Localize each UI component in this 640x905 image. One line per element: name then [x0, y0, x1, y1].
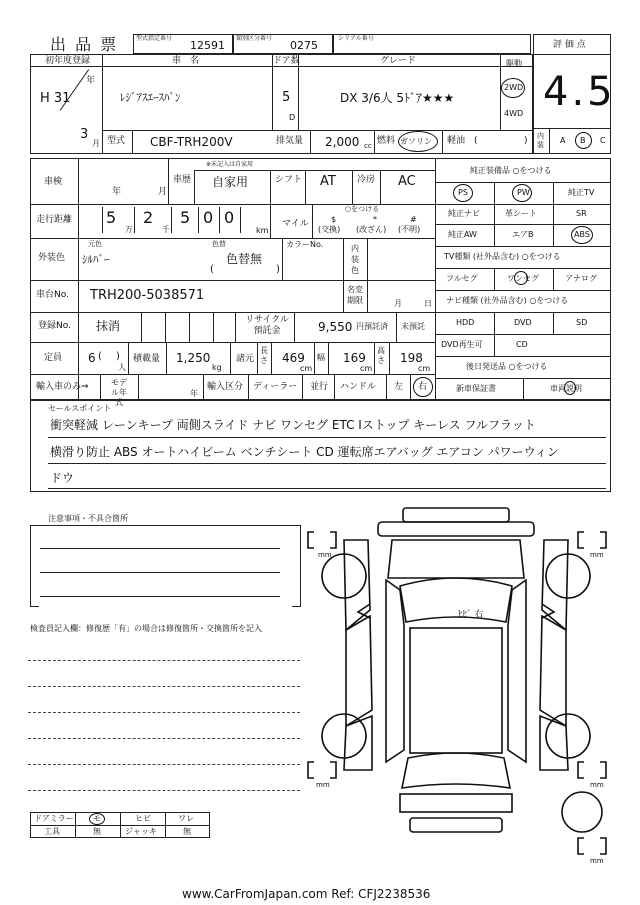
tire-fr-mm: mm — [590, 551, 604, 559]
footer-ref: www.CarFromJapan.com Ref: CFJ2238536 — [182, 887, 431, 901]
mileage-d5: 0 — [224, 208, 235, 227]
change-paren-close: ) — [276, 264, 280, 275]
capacity-unit: 人 — [118, 363, 126, 372]
handle-right: 右 — [418, 382, 428, 392]
import-dealer: ディーラー — [253, 382, 298, 392]
tv-oneseg-circle — [514, 271, 528, 285]
spare-mm: mm — [590, 857, 604, 865]
rear-manual: 車両説明 — [550, 384, 582, 393]
length-label: 長さ — [260, 346, 268, 365]
registration-value: 抹消 — [96, 319, 121, 333]
tire-rr-mm: mm — [590, 781, 604, 789]
fuel-value: ガソリン — [400, 137, 432, 146]
load-label: 積載量 — [133, 354, 161, 364]
chassis-value: TRH200-5038571 — [90, 288, 205, 303]
sales-line1: 衝突軽減 レーンキープ 両側スライド ナビ ワンセグ ETC Iストップ キーレス フルフラット — [50, 418, 536, 432]
equip-aw: 純正AW — [448, 230, 477, 239]
sales-line2: 横滑り防止 ABS オートハイビーム ベンチシート CD 運転席エアバッグ エアコン パワーウィン — [50, 445, 559, 459]
tv-oneseg: ワンセグ — [507, 274, 539, 283]
navi-dvd-player: DVD再生可 — [441, 340, 483, 349]
handle-left: 左 — [394, 382, 404, 392]
navi-cd: CD — [516, 340, 528, 349]
width-unit: cm — [360, 364, 373, 373]
rear-title: 後日発送品 ○をつける — [466, 362, 548, 371]
car-name: ﾚｼﾞｱｽｴｰｽﾊﾞﾝ — [120, 91, 181, 104]
drive-label: 駆動 — [506, 59, 522, 68]
mileage-star-sub: (改ざん) — [356, 225, 387, 234]
mileage-d3: 5 — [180, 208, 191, 227]
interior-color-label: 内装色 — [351, 244, 359, 275]
windshield-note: ﾋﾋﾞ 右 — [458, 610, 484, 620]
import-label: 輸入車のみ⇒ — [36, 382, 89, 392]
import-parallel: 並行 — [310, 382, 329, 392]
drive-4wd: 4WD — [504, 109, 524, 118]
recycle-not: 未預託 — [401, 322, 425, 331]
handle-label: ハンドル — [340, 382, 377, 392]
model-year-unit: 年 — [190, 389, 198, 398]
mileage-label: 走行距離 — [36, 215, 73, 225]
doors-value: 5 — [282, 90, 291, 105]
type-label: 型式 — [107, 136, 126, 146]
displacement-unit: cc — [364, 142, 372, 150]
equip-ps: PS — [458, 188, 468, 197]
type-value: CBF-TRH200V — [150, 135, 233, 149]
mileage-sen: 千 — [162, 225, 170, 234]
grade-value: DX 3/6人 5ﾄﾞｱ★★★ — [340, 91, 455, 105]
jack-label: ジャッキ — [125, 827, 157, 836]
equip-pw-circle — [512, 184, 532, 202]
mileage-mark-label: ○をつける — [345, 205, 380, 213]
mileage-star: * — [373, 215, 377, 224]
rear-warranty: 新車保証書 — [456, 384, 496, 393]
first-reg-month: 3 — [80, 127, 89, 142]
first-reg-month-unit: 月 — [92, 139, 100, 148]
height-value: 198 — [400, 351, 423, 365]
caution-label: 注意事項・不具合箇所 — [48, 514, 128, 523]
length-unit: cm — [300, 364, 313, 373]
tools-label: 工具 — [44, 827, 60, 836]
capacity-paren-close: ) — [116, 351, 120, 362]
spec-label: 諸元 — [236, 354, 255, 364]
tv-analog: アナログ — [565, 274, 597, 283]
import-type-label: 輸入区分 — [207, 382, 244, 392]
first-reg-year-unit: 年 — [86, 76, 96, 86]
tire-rl-mm: mm — [316, 781, 330, 789]
rear-manual-circle — [564, 381, 576, 395]
ac-label: 冷房 — [357, 175, 376, 185]
equip-pw: PW — [517, 188, 530, 197]
first-reg-label: 初年度登録 — [45, 56, 91, 66]
mirror-value: モ — [93, 814, 101, 823]
equip-navi: 純正ナビ — [448, 209, 480, 218]
grade-label: グレード — [380, 56, 417, 66]
recycle-value: 9,550 — [318, 320, 353, 334]
orig-color-label: 元色 — [88, 240, 102, 248]
mileage-km: km — [256, 226, 269, 235]
mileage-d4: 0 — [203, 208, 214, 227]
mileage-d1: 5 — [106, 208, 117, 227]
equip-tv: 純正TV — [568, 188, 595, 197]
displacement-label: 排気量 — [276, 136, 304, 146]
tv-title: TV種類 (社外品含む) ○をつける — [444, 252, 561, 261]
break-label: ワレ — [178, 814, 194, 823]
category-value: 0275 — [290, 39, 318, 52]
diesel-label: 軽油 — [447, 136, 466, 146]
category-label: 類別区分番号 — [236, 35, 273, 42]
score-label: 評 価 点 — [553, 40, 586, 50]
capacity-label: 定員 — [44, 353, 63, 363]
ac-value: AC — [398, 174, 416, 189]
interior-b: B — [580, 136, 586, 145]
inspector-label: 検査員記入欄：修復歴「有」の場合は修復箇所・交換箇所を記入 — [30, 624, 262, 633]
mileage-d2: 2 — [143, 208, 154, 227]
jack-value: 無 — [183, 827, 191, 836]
mileage-hash: # — [410, 215, 417, 224]
inspection-month-unit: 月 — [158, 187, 168, 197]
change-color-label: 色替 — [212, 240, 226, 248]
change-paren-open: ( — [210, 264, 214, 275]
interior-b-circle — [575, 132, 592, 149]
mirror-label: ドアミラー — [34, 814, 74, 823]
handle-right-circle — [413, 377, 433, 397]
model-designation-value: 12591 — [190, 39, 225, 52]
mileage-hash-sub: (不明) — [398, 225, 421, 234]
history-value: 自家用 — [212, 175, 249, 189]
sales-label: セールスポイント — [48, 404, 112, 413]
mileage-dollar-sub: (交換) — [318, 225, 341, 234]
equip-sr: SR — [576, 209, 587, 218]
score-value: 4.5 — [543, 69, 616, 115]
navi-hdd: HDD — [456, 318, 475, 327]
crack-label: ヒビ — [135, 814, 151, 823]
tools-value: 無 — [93, 827, 101, 836]
tv-fullseg: フルセグ — [446, 274, 478, 283]
expiry-label: 名変期限 — [347, 285, 363, 305]
doors-label: ドア数 — [273, 56, 300, 66]
serial-label: シリアル番号 — [338, 35, 374, 42]
car-diagram — [300, 500, 620, 870]
width-label: 幅 — [317, 353, 325, 362]
diesel-paren-open: ( — [474, 136, 478, 146]
shift-label: シフト — [275, 175, 303, 185]
diesel-paren-close: ) — [524, 136, 528, 146]
inspection-year-unit: 年 — [112, 187, 122, 197]
car-name-label: 車 名 — [172, 56, 200, 66]
navi-sd: SD — [576, 318, 588, 327]
mileage-mile: マイル — [282, 219, 309, 229]
color-label: 外装色 — [38, 253, 66, 263]
equip-ps-circle — [453, 184, 473, 202]
expiry-day: 日 — [424, 299, 432, 308]
expiry-month: 月 — [394, 299, 402, 308]
mirror-circle — [89, 813, 105, 825]
first-reg-year: H 31 — [40, 91, 71, 106]
tire-fl-mm: mm — [318, 551, 332, 559]
mileage-man: 万 — [125, 225, 133, 234]
equip-title: 純正装備品 ○をつける — [470, 166, 552, 175]
width-value: 169 — [343, 351, 366, 365]
equip-abs: ABS — [574, 230, 590, 239]
navi-dvd: DVD — [514, 318, 532, 327]
doors-sub: D — [289, 113, 296, 122]
interior-a: A — [560, 136, 566, 145]
load-value: 1,250 — [176, 351, 211, 365]
fuel-label: 燃料 — [377, 136, 396, 146]
length-value: 469 — [282, 351, 305, 365]
interior-c: C — [600, 136, 606, 145]
interior-label: 内装 — [537, 132, 544, 149]
model-designation-label: 型式指定番号 — [136, 35, 173, 42]
mileage-dollar: $ — [331, 215, 337, 224]
load-unit: kg — [212, 363, 222, 372]
navi-title: ナビ種類 (社外品含む) ○をつける — [446, 296, 569, 305]
drive-2wd-circle — [501, 78, 525, 98]
height-unit: cm — [418, 364, 431, 373]
equip-leather: 革シート — [505, 209, 537, 218]
capacity-paren-open: ( — [98, 351, 102, 362]
orig-color-value: ｼﾙﾊﾞｰ — [82, 253, 110, 266]
fuel-circle — [398, 131, 438, 152]
history-note: ※未記入は自家用 — [206, 161, 254, 168]
shift-value: AT — [320, 174, 336, 189]
colorno-label: カラーNo. — [286, 240, 324, 249]
change-color-value: 色替無 — [226, 252, 263, 266]
capacity-value: 6 — [88, 351, 96, 365]
height-label: 高さ — [377, 346, 385, 365]
sheet-title: 出 品 票 — [50, 35, 119, 54]
drive-2wd: 2WD — [504, 83, 524, 92]
registration-label: 登録No. — [38, 321, 71, 331]
model-year-label: モデル年式 — [111, 378, 127, 407]
equip-airbag: エアB — [512, 230, 534, 239]
recycle-done: 円預託済 — [356, 322, 388, 331]
equip-abs-circle — [571, 226, 593, 244]
sales-line3: ドウ — [50, 471, 75, 485]
chassis-label: 車台No. — [36, 290, 69, 300]
displacement-value: 2,000 — [325, 135, 360, 149]
recycle-label: リサイクル預託金 — [245, 315, 289, 336]
inspection-label: 車検 — [44, 177, 63, 187]
history-label: 車歴 — [173, 175, 192, 185]
caution-bracket — [30, 525, 301, 606]
